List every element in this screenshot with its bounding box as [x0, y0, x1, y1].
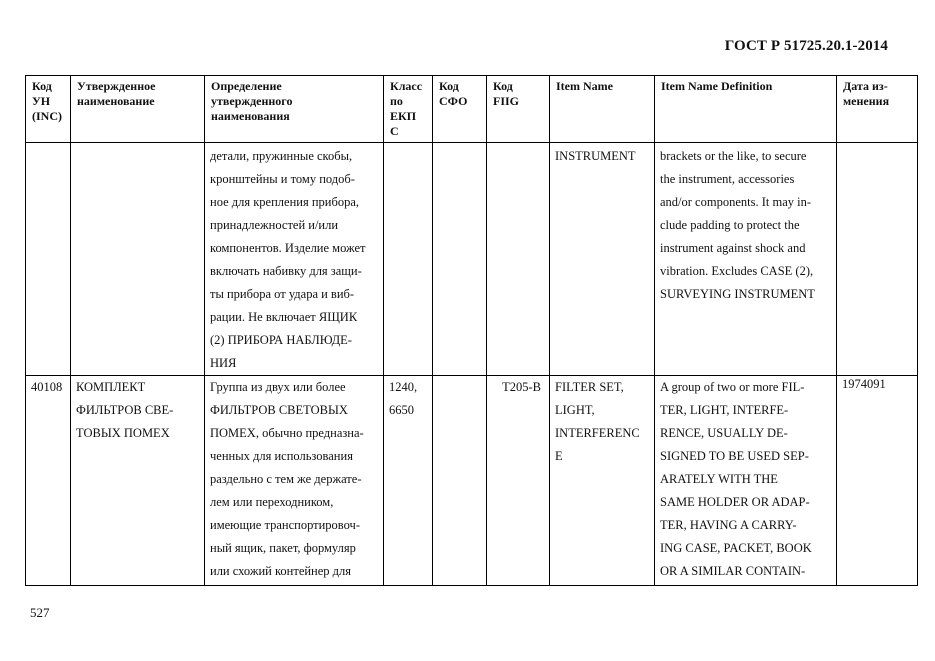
cell-ekps-class: 1240, 6650 [384, 376, 433, 586]
header-change-date: Дата из- менения [837, 76, 918, 143]
header-fiig-code: Код FIIG [487, 76, 550, 143]
header-sfo-code: Код СФО [433, 76, 487, 143]
header-ekps-class: Класс по ЕКП С [384, 76, 433, 143]
cell-fiig-code: T205-B [487, 376, 550, 586]
cell-sfo-code [433, 376, 487, 586]
header-approved-name: Утвержденное наименование [71, 76, 205, 143]
document-standard-header: ГОСТ Р 51725.20.1-2014 [724, 38, 888, 54]
cell-item-name: FILTER SET, LIGHT, INTERFERENC E [550, 376, 655, 586]
cell-item-name-definition: A group of two or more FIL- TER, LIGHT, INTERFE- RENCE, USUALLY DE- SIGNED TO BE USED SEP- ARATELY WITH THE SAME HOLDER OR ADAP- TER, HAVING A CARRY- ING CASE, PACKET, BOOK OR A SIMILAR CONTAIN- [655, 376, 837, 586]
cell-definition: Группа из двух или более ФИЛЬТРОВ СВЕТОВЫХ ПОМЕХ, обычно предназна- ченных для использования раздельно с тем же держате- лем или переходником, имеющие транспортировоч- ный ящик, пакет, формуляр или схожий контейнер для [205, 376, 384, 586]
cell-inc: 40108 [26, 376, 71, 586]
cell-definition: детали, пружинные скобы, кронштейны и тому подоб- ное для крепления прибора, принадлежностей и/или компонентов. Изделие может включать набивку для защи- ты прибора от удара и виб- рации. Не включает ЯЩИК (2) ПРИБОРА НАБЛЮДЕ- НИЯ [205, 143, 384, 376]
cell-approved-name [71, 143, 205, 376]
header-item-name-definition: Item Name Definition [655, 76, 837, 143]
cell-item-name-definition: brackets or the like, to secure the instrument, accessories and/or components. It may in- clude padding to protect the instrument against shock and vibration. Excludes CASE (2), SURVEYING INSTRUMENT [655, 143, 837, 376]
table-row [26, 376, 918, 586]
page-number: 527 [30, 605, 50, 620]
cell-item-name: INSTRUMENT [550, 143, 655, 376]
header-inc: Код УН (INC) [26, 76, 71, 143]
header-item-name: Item Name [550, 76, 655, 143]
cell-inc [26, 143, 71, 376]
items-table [25, 75, 918, 586]
table-row [26, 143, 918, 376]
table-header-row [26, 76, 918, 143]
header-name-definition: Определение утвержденного наименования [205, 76, 384, 143]
cell-change-date [837, 143, 918, 376]
cell-sfo-code [433, 143, 487, 376]
cell-approved-name: КОМПЛЕКТ ФИЛЬТРОВ СВЕ- ТОВЫХ ПОМЕХ [71, 376, 205, 586]
cell-fiig-code [487, 143, 550, 376]
cell-change-date: 1974091 [837, 376, 918, 586]
cell-ekps-class [384, 143, 433, 376]
